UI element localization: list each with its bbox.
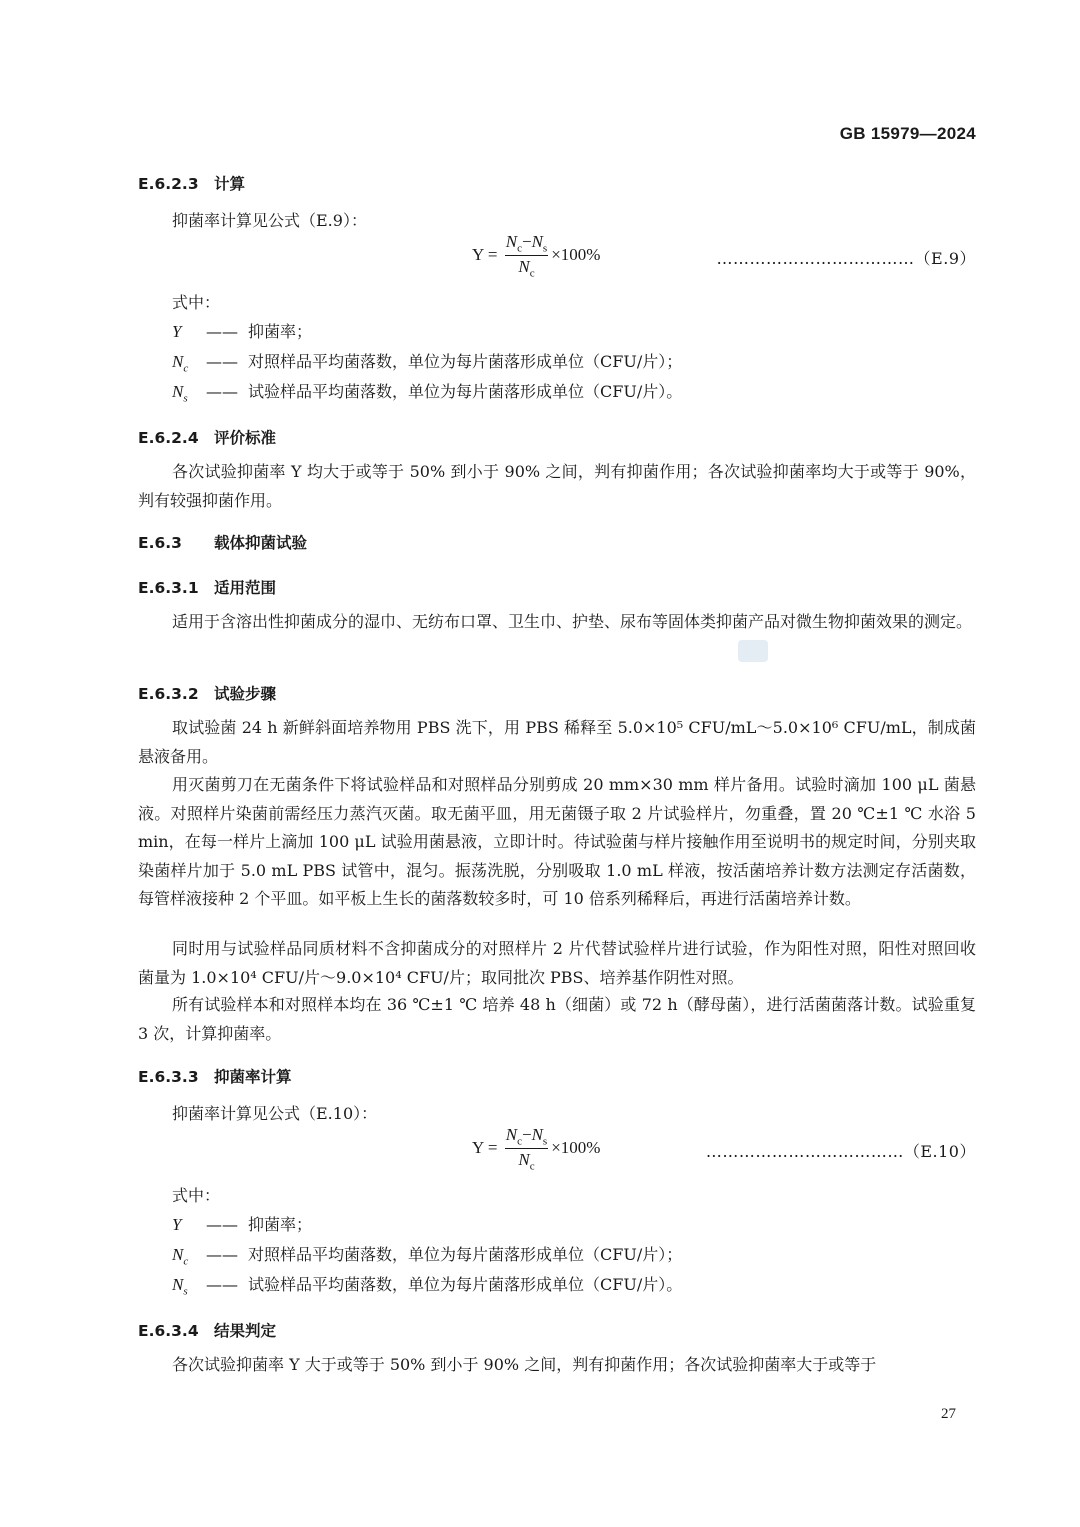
paragraph: 适用于含溶出性抑菌成分的湿巾、无纺布口罩、卫生巾、护垫、尿布等固体类抑菌产品对微生物抑菌效果的测定。 (172, 612, 973, 631)
page-number: 27 (941, 1406, 956, 1422)
paragraph: 用灭菌剪刀在无菌条件下将试验样品和对照样品分别剪成 20 mm×30 mm 样片备用。试验时滴加 100 μL 菌悬液。对照样片染菌前需经压力蒸汽灭菌。取无菌平皿，用无菌镊子取 2 片试验样片，勿重叠，置 20 ℃±1 ℃ 水浴 5 min，在每一样片上滴加 100 μL 试验用菌悬液，立即计时。待试验菌与样片接触作用至说明书的规定时间，分别夹取染菌样片加于 5.0 mL PBS 试管中，混匀。振荡洗脱，分别吸取 1.0 mL 样液，按活菌培养计数方法测定存活菌数，每管样液接种 2 个平皿。如平板上生长的菌落数较多时，可 10 倍系列稀释后，再进行活菌培养计数。 (138, 775, 976, 909)
paragraph: 所有试验样本和对照样本均在 36 ℃±1 ℃ 培养 48 h（细菌）或 72 h（酵母菌），进行活菌菌落计数。试验重复 3 次，计算抑菌率。 (138, 995, 976, 1043)
formula-fraction: $\frac{N_c-N_s}{N_c}$ (505, 232, 548, 280)
section-heading-e632: E.6.3.2 试验步骤 (138, 685, 277, 703)
paragraph: 各次试验抑菌率 Y 均大于或等于 50% 到小于 90% 之间，判有抑菌作用；各次试验抑菌率均大于或等于 90%，判有较强抑菌作用。 (138, 462, 976, 510)
section-heading-e624: E.6.2.4 评价标准 (138, 429, 277, 447)
section-heading-e623 (138, 172, 245, 194)
formula-fraction: $\frac{N_c-N_s}{N_c}$ (505, 1125, 548, 1173)
definition-row: $N_s$ —— 试验样品平均菌落数，单位为每片菌落形成单位（CFU/片）。 (172, 382, 683, 405)
where-label: 式中： (172, 1186, 221, 1205)
definition-row: $N_c$ —— 对照样品平均菌落数，单位为每片菌落形成单位（CFU/片）； (172, 1245, 683, 1268)
paragraph: 各次试验抑菌率 Y 大于或等于 50% 到小于 90% 之间，判有抑菌作用；各次试验抑菌率大于或等于 (172, 1355, 877, 1374)
formula-lhs: Y = (472, 244, 498, 264)
formula-times: ×100% (551, 244, 601, 264)
definition-row: Y —— 抑菌率； (172, 1215, 313, 1234)
formula-e9 (472, 232, 600, 280)
standard-number: GB 15979—2024 (839, 124, 976, 143)
equation-tag: ………………………………（E.10） (705, 1142, 976, 1161)
formula-intro: 抑菌率计算见公式（E.9）： (172, 211, 367, 230)
formula-e10: Y = $\frac{N_c-N_s}{N_c}$ ×100% (472, 1125, 601, 1173)
paragraph: 取试验菌 24 h 新鲜斜面培养物用 PBS 洗下，用 PBS 稀释至 5.0×10⁵ CFU/mL～5.0×10⁶ CFU/mL，制成菌悬液备用。 (138, 718, 976, 766)
section-heading-e634: E.6.3.4 结果判定 (138, 1322, 277, 1340)
section-number: E.6.2.3 (138, 175, 199, 193)
definition-row: $N_c$ —— 对照样品平均菌落数，单位为每片菌落形成单位（CFU/片）； (172, 352, 683, 375)
section-title: 计算 (214, 175, 246, 193)
definition-row: $N_s$ —— 试验样品平均菌落数，单位为每片菌落形成单位（CFU/片）。 (172, 1275, 683, 1298)
section-heading-e633: E.6.3.3 抑菌率计算 (138, 1068, 292, 1086)
section-heading-e631: E.6.3.1 适用范围 (138, 579, 277, 597)
where-label: 式中： (172, 293, 221, 312)
equation-tag: ………………………………（E.9） (716, 249, 976, 268)
definition-row: Y —— 抑菌率； (172, 322, 313, 341)
formula-intro: 抑菌率计算见公式（E.10）： (172, 1104, 378, 1123)
watermark-logo (738, 640, 768, 662)
section-heading-e63: E.6.3 载体抑菌试验 (138, 534, 308, 552)
paragraph: 同时用与试验样品同质材料不含抑菌成分的对照样片 2 片代替试验样片进行试验，作为阳性对照，阳性对照回收菌量为 1.0×10⁴ CFU/片～9.0×10⁴ CFU/片；取同批次 PBS、培养基作阴性对照。 (138, 939, 976, 987)
